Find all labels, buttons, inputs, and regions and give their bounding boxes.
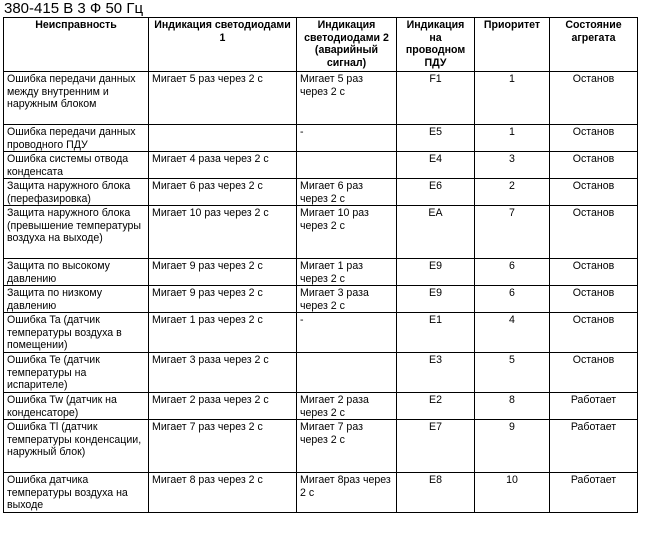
led2-cell: Мигает 6 раз через 2 с: [297, 179, 397, 206]
remote-code-cell: E6: [397, 179, 475, 206]
state-cell: Работает: [550, 393, 638, 420]
led1-cell: Мигает 4 раза через 2 с: [149, 152, 297, 179]
led1-cell: [149, 125, 297, 152]
state-cell: Останов: [550, 353, 638, 393]
table-row: [4, 420, 638, 473]
table-row: [4, 353, 638, 393]
priority-cell: 9: [475, 420, 550, 473]
priority-cell: 1: [475, 72, 550, 125]
header-led2: Индикация светодиодами 2 (аварийный сигнал): [297, 18, 397, 72]
table-row: [4, 286, 638, 313]
led2-cell: Мигает 7 раз через 2 с: [297, 420, 397, 473]
table-row: [4, 125, 638, 152]
led2-cell: Мигает 1 раз через 2 с: [297, 259, 397, 286]
table-header-row: [4, 18, 638, 72]
fault-cell: Ошибка передачи данных между внутренним и наружным блоком: [4, 72, 149, 125]
state-cell: Останов: [550, 259, 638, 286]
remote-code-cell: E3: [397, 353, 475, 393]
remote-code-cell: E8: [397, 473, 475, 513]
priority-cell: 5: [475, 353, 550, 393]
header-led1: Индикация светодиодами 1: [149, 18, 297, 72]
state-cell: Работает: [550, 420, 638, 473]
header-priority: Приоритет: [475, 18, 550, 72]
fault-cell: Ошибка Tw (датчик на конденсаторе): [4, 393, 149, 420]
table-row: [4, 313, 638, 353]
state-cell: Работает: [550, 473, 638, 513]
remote-code-cell: E5: [397, 125, 475, 152]
document-title: 380-415 В 3 Ф 50 Гц: [4, 0, 144, 17]
fault-cell: Ошибка Te (датчик температуры на испарителе): [4, 353, 149, 393]
remote-code-cell: E9: [397, 259, 475, 286]
state-cell: Останов: [550, 286, 638, 313]
led2-cell: [297, 353, 397, 393]
state-cell: Останов: [550, 313, 638, 353]
fault-cell: Защита по низкому давлению: [4, 286, 149, 313]
priority-cell: 6: [475, 286, 550, 313]
priority-cell: 7: [475, 206, 550, 259]
remote-code-cell: E1: [397, 313, 475, 353]
fault-cell: Защита наружного блока (превышение температуры воздуха на выходе): [4, 206, 149, 259]
led1-cell: Мигает 8 раз через 2 с: [149, 473, 297, 513]
led2-cell: -: [297, 313, 397, 353]
remote-code-cell: E2: [397, 393, 475, 420]
table-row: [4, 259, 638, 286]
table-row: [4, 206, 638, 259]
fault-cell: Защита по высокому давлению: [4, 259, 149, 286]
fault-cell: Ошибка Tl (датчик температуры конденсации, наружный блок): [4, 420, 149, 473]
led1-cell: Мигает 3 раза через 2 с: [149, 353, 297, 393]
fault-cell: Ошибка Ta (датчик температуры воздуха в помещении): [4, 313, 149, 353]
remote-code-cell: E9: [397, 286, 475, 313]
led1-cell: Мигает 7 раз через 2 с: [149, 420, 297, 473]
header-fault: Неисправность: [4, 18, 149, 72]
priority-cell: 2: [475, 179, 550, 206]
led1-cell: Мигает 10 раз через 2 с: [149, 206, 297, 259]
fault-cell: Ошибка передачи данных проводного ПДУ: [4, 125, 149, 152]
header-state: Состояние агрегата: [550, 18, 638, 72]
led2-cell: [297, 152, 397, 179]
fault-cell: Ошибка датчика температуры воздуха на выходе: [4, 473, 149, 513]
led1-cell: Мигает 9 раз через 2 с: [149, 259, 297, 286]
table-row: [4, 179, 638, 206]
led2-cell: Мигает 2 раза через 2 с: [297, 393, 397, 420]
priority-cell: 1: [475, 125, 550, 152]
led1-cell: Мигает 6 раз через 2 с: [149, 179, 297, 206]
priority-cell: 3: [475, 152, 550, 179]
header-remote: Индикация на проводном ПДУ: [397, 18, 475, 72]
led1-cell: Мигает 2 раза через 2 с: [149, 393, 297, 420]
led1-cell: Мигает 5 раз через 2 с: [149, 72, 297, 125]
state-cell: Останов: [550, 152, 638, 179]
table-row: [4, 152, 638, 179]
fault-cell: Защита наружного блока (перефазировка): [4, 179, 149, 206]
led2-cell: -: [297, 125, 397, 152]
fault-cell: Ошибка системы отвода конденсата: [4, 152, 149, 179]
priority-cell: 8: [475, 393, 550, 420]
table-row: [4, 473, 638, 513]
remote-code-cell: F1: [397, 72, 475, 125]
led1-cell: Мигает 9 раз через 2 с: [149, 286, 297, 313]
state-cell: Останов: [550, 206, 638, 259]
priority-cell: 6: [475, 259, 550, 286]
led1-cell: Мигает 1 раз через 2 с: [149, 313, 297, 353]
remote-code-cell: EA: [397, 206, 475, 259]
led2-cell: Мигает 8раз через 2 с: [297, 473, 397, 513]
led2-cell: Мигает 10 раз через 2 с: [297, 206, 397, 259]
priority-cell: 4: [475, 313, 550, 353]
priority-cell: 10: [475, 473, 550, 513]
remote-code-cell: E4: [397, 152, 475, 179]
remote-code-cell: E7: [397, 420, 475, 473]
table-row: [4, 393, 638, 420]
state-cell: Останов: [550, 179, 638, 206]
fault-table: [3, 17, 638, 513]
table-row: [4, 72, 638, 125]
led2-cell: Мигает 5 раз через 2 с: [297, 72, 397, 125]
led2-cell: Мигает 3 раза через 2 с: [297, 286, 397, 313]
state-cell: Останов: [550, 72, 638, 125]
state-cell: Останов: [550, 125, 638, 152]
